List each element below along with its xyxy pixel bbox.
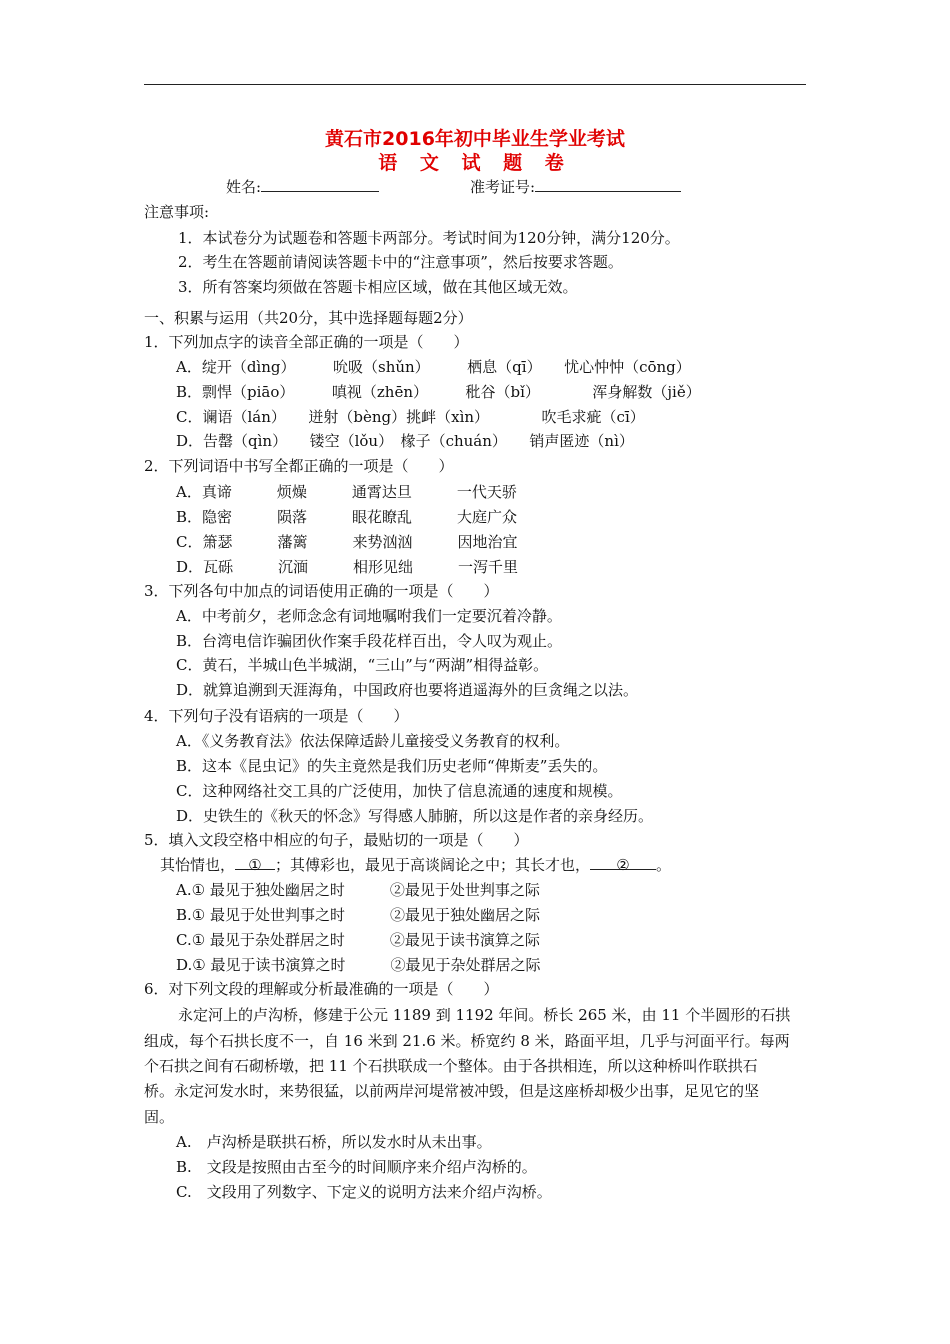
option: A．绽开（dìng） 吮吸（shǔn） 栖息（qī） 忧心忡忡（cōng） <box>176 358 691 376</box>
option: B．隐密 陨落 眼花瞭乱 大庭广众 <box>176 508 518 526</box>
option: C．箫瑟 藩篱 来势汹汹 因地治宜 <box>176 533 518 551</box>
passage-line: 组成，每个石拱长度不一，自 16 米到 21.6 米。桥宽约 8 米，路面平坦，几乎与河面平行。每两 <box>144 1032 790 1050</box>
name-blank[interactable] <box>261 177 379 192</box>
passage-line: 桥。永定河发水时，来势很猛，以前两岸河堤常被冲毁，但是这座桥却极少出事，足见它的坚 <box>144 1082 760 1100</box>
question-stem: 3．下列各句中加点的词语使用正确的一项是（ ） <box>144 582 499 600</box>
q5-passage <box>160 855 671 875</box>
option: C．这种网络社交工具的广泛使用，加快了信息流通的速度和规模。 <box>176 782 623 800</box>
question-stem: 5．填入文段空格中相应的句子，最贴切的一项是（ ） <box>144 831 529 849</box>
passage-line: 永定河上的卢沟桥，修建于公元 1189 到 1192 年间。桥长 265 米，由 11 个半圆形的石拱 <box>178 1006 791 1024</box>
top-rule <box>144 84 806 85</box>
passage-line: 个石拱之间有石砌桥墩，把 11 个石拱联成一个整体。由于各拱相连，所以这种桥叫作联拱石 <box>144 1057 758 1075</box>
note-item: 3．所有答案均须做在答题卡相应区域，做在其他区域无效。 <box>178 278 578 296</box>
note-item: 2．考生在答题前请阅读答题卡中的“注意事项”，然后按要求答题。 <box>178 253 623 271</box>
option: C. 文段用了列数字、下定义的说明方法来介绍卢沟桥。 <box>176 1183 552 1201</box>
option: B. 文段是按照由古至今的时间顺序来介绍卢沟桥的。 <box>176 1158 537 1176</box>
option: D.① 最见于读书演算之时 ②最见于杂处群居之际 <box>176 956 541 974</box>
passage-text: 。 <box>656 856 672 874</box>
option: A.① 最见于独处幽居之时 ②最见于处世判事之际 <box>176 881 540 899</box>
question-stem: 2．下列词语中书写全都正确的一项是（ ） <box>144 457 454 475</box>
blank-1: ① <box>235 855 275 870</box>
exam-subtitle: 语 文 试 题 卷 <box>378 152 572 174</box>
option: B.① 最见于处世判事之时 ②最见于独处幽居之际 <box>176 906 541 924</box>
id-field[interactable] <box>470 177 681 197</box>
option: C.① 最见于杂处群居之时 ②最见于读书演算之际 <box>176 931 540 949</box>
name-label: 姓名: <box>226 178 262 196</box>
id-blank[interactable] <box>535 177 681 192</box>
option: D．就算追溯到天涯海角，中国政府也要将逍遥海外的巨贪绳之以法。 <box>176 681 639 699</box>
option: A．《义务教育法》依法保障适龄儿童接受义务教育的权利。 <box>176 732 570 750</box>
option: C．黄石，半城山色半城湖，“三山”与“两湖”相得益彰。 <box>176 656 549 674</box>
option: D．瓦砾 沉湎 相形见绌 一泻千里 <box>176 558 519 576</box>
question-stem: 1．下列加点字的读音全部正确的一项是（ ） <box>144 333 469 351</box>
section-heading: 一、积累与运用（共20分，其中选择题每题2分） <box>144 309 473 327</box>
option: C．谰语（lán） 迸射（bèng）挑衅（xìn） 吹毛求疵（cī） <box>176 408 645 426</box>
option: A．中考前夕，老师念念有词地嘱咐我们一定要沉着冷静。 <box>176 607 562 625</box>
passage-line: 固。 <box>144 1108 175 1126</box>
option: D．告罄（qìn） 镂空（lǒu） 椽子（chuán） 销声匿迹（nì） <box>176 432 634 450</box>
passage-text: ；其傅彩也，最见于高谈阔论之中；其长才也， <box>275 856 591 874</box>
note-item: 1．本试卷分为试题卷和答题卡两部分。考试时间为120分钟，满分120分。 <box>178 229 680 247</box>
option: D．史铁生的《秋天的怀念》写得感人肺腑，所以这是作者的亲身经历。 <box>176 807 654 825</box>
id-label: 准考证号: <box>470 178 536 196</box>
option: B．剽悍（piāo） 嗔视（zhēn） 秕谷（bǐ） 浑身解数（jiě） <box>176 383 701 401</box>
option: A．真谛 烦燥 通霄达旦 一代天骄 <box>176 483 517 501</box>
question-stem: 4．下列句子没有语病的一项是（ ） <box>144 707 409 725</box>
option: B．台湾电信诈骗团伙作案手段花样百出，令人叹为观止。 <box>176 632 563 650</box>
option: A. 卢沟桥是联拱石桥，所以发水时从未出事。 <box>176 1133 492 1151</box>
name-field[interactable] <box>226 177 379 197</box>
question-stem: 6．对下列文段的理解或分析最准确的一项是（ ） <box>144 980 499 998</box>
option: B．这本《昆虫记》的失主竟然是我们历史老师“俾斯麦”丢失的。 <box>176 757 608 775</box>
blank-2: ② <box>590 855 656 870</box>
notes-heading: 注意事项: <box>144 203 210 221</box>
exam-title: 黄石市2016年初中毕业生学业考试 <box>325 128 625 150</box>
passage-text: 其怡情也， <box>160 856 236 874</box>
